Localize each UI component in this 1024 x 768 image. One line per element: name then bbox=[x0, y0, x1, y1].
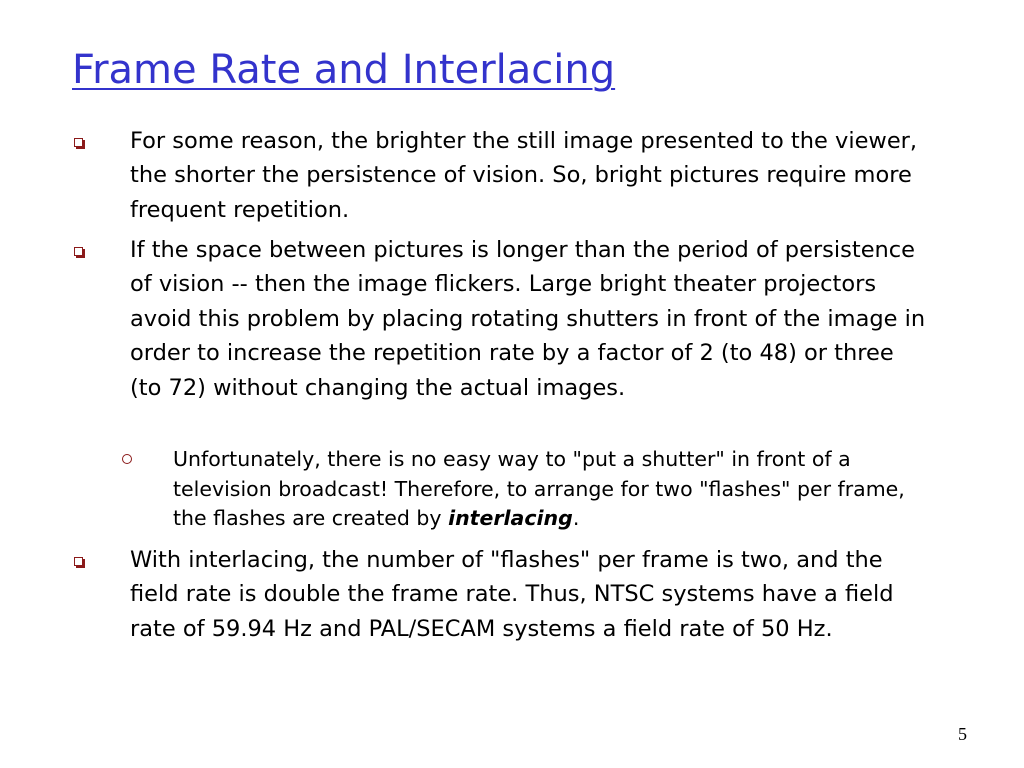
sub-bullet-text-end: . bbox=[572, 506, 580, 530]
slide-title: Frame Rate and Interlacing bbox=[72, 47, 616, 93]
bullet-text: With interlacing, the number of "flashes" per frame is two, and the field rate is double the frame rate. Thus, NTSC systems have a field rate of 59.94 Hz and PAL/SECAM systems a field rate of 50 Hz. bbox=[130, 547, 894, 642]
bullet-text: If the space between pictures is longer than the period of persistence of vision -- then the image flickers. Large bright theater projectors avoid this problem by placing rotating shutters in front of the image in order to increase the repetition rate by a factor of 2 (to 48) or three (to 72) without changing the actual images. bbox=[130, 237, 926, 401]
square-bullet-icon bbox=[74, 138, 83, 147]
bullet-text: For some reason, the brighter the still image presented to the viewer, the shorter the persistence of vision. So, bright pictures require more frequent repetition. bbox=[130, 128, 918, 223]
sub-bullet-item bbox=[173, 445, 933, 534]
square-bullet-icon bbox=[74, 247, 83, 256]
sub-bullet-text: Unfortunately, there is no easy way to "put a shutter" in front of a television broadcast! Therefore, to arrange for two "flashes" per frame, the flashes are created by bbox=[173, 447, 905, 530]
bullet-item bbox=[130, 124, 930, 227]
emphasis-term: interlacing bbox=[448, 506, 573, 530]
bullet-item bbox=[130, 233, 930, 405]
page-number: 5 bbox=[958, 724, 967, 744]
square-bullet-icon bbox=[74, 557, 83, 566]
bullet-item bbox=[130, 543, 930, 646]
circle-bullet-icon bbox=[122, 454, 132, 464]
